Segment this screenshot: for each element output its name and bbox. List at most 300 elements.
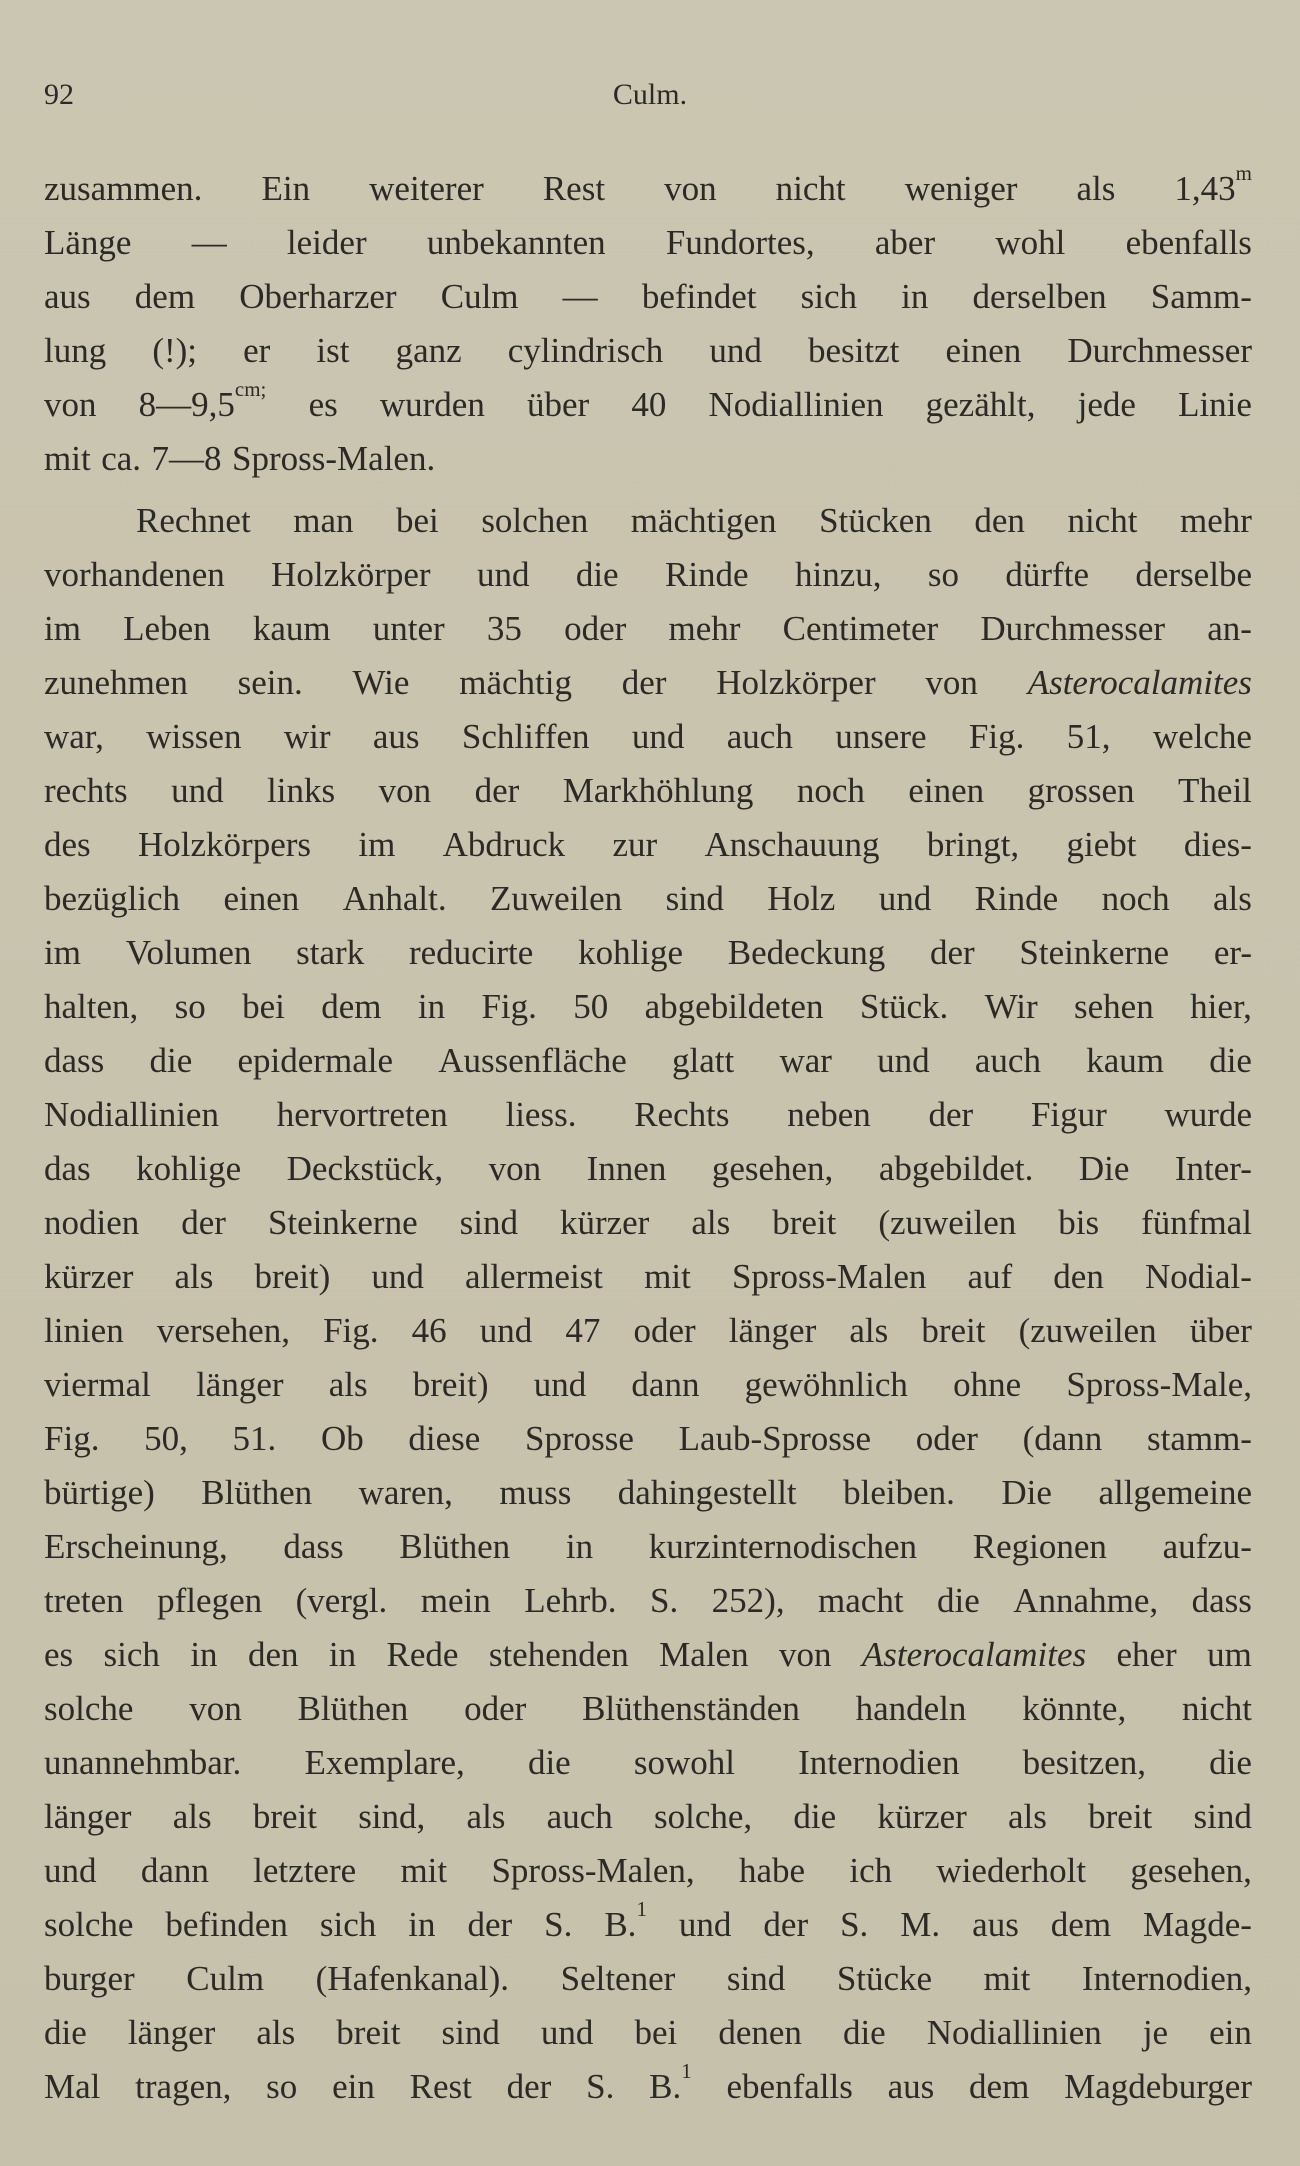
word: ein [332, 2067, 375, 2106]
word: (zuweilen [1018, 1311, 1157, 1350]
word: stamm- [1146, 1419, 1252, 1458]
word: sind [726, 1959, 786, 1998]
word: (dann [1022, 1419, 1103, 1458]
word: Malen [659, 1635, 749, 1674]
word: mehr [668, 609, 741, 648]
text-line [44, 216, 1252, 270]
word: er- [1213, 933, 1252, 972]
text-line [44, 1142, 1252, 1196]
word: 40 [631, 385, 667, 424]
text-line [44, 1250, 1252, 1304]
word: reducirte [408, 933, 534, 972]
word: denen [718, 2013, 802, 2052]
word: $8—9,5^{cm;}$ [138, 377, 267, 424]
word: aus [44, 277, 91, 316]
word: Linie [1178, 385, 1252, 424]
word: Rinde [974, 879, 1059, 918]
word: mächtigen [630, 501, 777, 540]
word: unannehmbar. [44, 1743, 242, 1782]
word: als [849, 1311, 889, 1350]
word: gesehen, [1130, 1851, 1252, 1890]
word: jede [1077, 385, 1136, 424]
word: mächtig [459, 663, 572, 702]
word: weniger [904, 169, 1018, 208]
word: Wie [352, 663, 410, 702]
word: Spross-Male, [1066, 1365, 1252, 1404]
word: ohne [953, 1365, 1022, 1404]
word: Steinkerne [267, 1203, 418, 1242]
word: breit [252, 1797, 317, 1836]
text-line [44, 1412, 1252, 1466]
word: Holzkörpers [138, 825, 312, 864]
word: ich [849, 1851, 893, 1890]
word: unter [372, 609, 445, 648]
word: von [378, 771, 432, 810]
word: sehen [1074, 987, 1154, 1026]
word: sich [319, 1905, 377, 1944]
text-line [44, 1034, 1252, 1088]
word: auf [967, 1257, 1013, 1296]
word: bezüglich [44, 879, 181, 918]
word: der [467, 1905, 513, 1944]
word: dem [321, 987, 382, 1026]
word: ca. [101, 439, 142, 478]
word: bei [634, 2013, 678, 2052]
text-line [44, 378, 1252, 432]
word: mit [983, 1959, 1031, 1998]
word: Innen [586, 1149, 667, 1188]
word: welche [1152, 717, 1252, 756]
word: die [527, 1743, 571, 1782]
word: befindet [641, 277, 757, 316]
word: solche, [653, 1797, 753, 1836]
word: Blüthen [201, 1473, 313, 1512]
word: (!); [152, 331, 198, 370]
word: auch [974, 1041, 1041, 1080]
word: von [44, 385, 97, 424]
word: aber [874, 223, 936, 262]
word: giebt [1066, 825, 1137, 864]
word: Samm- [1150, 277, 1252, 316]
word: kohlige [578, 933, 684, 972]
word: einen [908, 771, 985, 810]
word: über [1189, 1311, 1252, 1350]
word: die [842, 2013, 886, 2052]
word: allgemeine [1098, 1473, 1252, 1512]
word: als [172, 1797, 212, 1836]
word: Anhalt. [342, 879, 447, 918]
word: dem [134, 277, 196, 316]
word: über [527, 385, 590, 424]
word: B.$^1$ [649, 2059, 692, 2106]
word: Annahme, [1013, 1581, 1159, 1620]
word: sind, [358, 1797, 426, 1836]
word: Anschauung [704, 825, 880, 864]
word: Culm [440, 277, 519, 316]
text-line [44, 1520, 1252, 1574]
word: Nodiallinien [708, 385, 884, 424]
word: kürzer [44, 1257, 134, 1296]
word: neben [787, 1095, 871, 1134]
word: halten, [44, 987, 139, 1026]
word: Nodiallinien [44, 1095, 219, 1134]
word: als [691, 1203, 731, 1242]
text-line [44, 602, 1252, 656]
word: 51, [1066, 717, 1111, 756]
word: Laub-Sprosse [678, 1419, 872, 1458]
word: in [901, 277, 929, 316]
word: allermeist [465, 1257, 604, 1296]
word: Lehrb. [524, 1581, 617, 1620]
word: von [189, 1689, 242, 1728]
word: einen [223, 879, 300, 918]
word: Fig. [968, 717, 1025, 756]
word: grossen [1027, 771, 1135, 810]
word: breit) [412, 1365, 489, 1404]
word: und [540, 2013, 594, 2052]
word: S. [544, 1905, 573, 1944]
word: B.$^1$ [604, 1897, 647, 1944]
word: Blüthenständen [582, 1689, 800, 1728]
word: nicht [1181, 1689, 1252, 1728]
word: in [328, 1635, 357, 1674]
text-line [44, 324, 1252, 378]
word: linien [44, 1311, 124, 1350]
word: als [466, 1797, 506, 1836]
text-line [44, 1574, 1252, 1628]
word: die [44, 2013, 87, 2052]
word: im [44, 933, 81, 972]
word: wurde [1164, 1095, 1252, 1134]
word: Blüthen [399, 1527, 511, 1566]
word: ist [316, 331, 350, 370]
text-line [44, 1682, 1252, 1736]
word: dass [1191, 1581, 1252, 1620]
word: 47 [565, 1311, 601, 1350]
word: kaum [252, 609, 331, 648]
word: der [929, 933, 975, 972]
word: — [191, 223, 227, 262]
word: derselbe [1135, 555, 1252, 594]
word: Durchmesser [1067, 331, 1252, 370]
word: vorhandenen [44, 555, 225, 594]
word: länger [127, 2013, 216, 2052]
word: Durchmesser [980, 609, 1166, 648]
word: breit [1088, 1797, 1153, 1836]
word: länger [728, 1311, 817, 1350]
word: nicht [775, 169, 846, 208]
word: Rechnet [136, 501, 251, 540]
word: Die [1001, 1473, 1052, 1512]
word: bringt, [926, 825, 1020, 864]
text-line [44, 1790, 1252, 1844]
text-line [44, 2006, 1252, 2060]
word: noch [796, 771, 865, 810]
word: breit [921, 1311, 986, 1350]
word: und [878, 879, 932, 918]
word: länger [44, 1797, 132, 1836]
word: als [1076, 169, 1116, 208]
word: solche [44, 1689, 134, 1728]
word: Culm [186, 1959, 265, 1998]
word: einen [945, 331, 1022, 370]
word: von [488, 1149, 542, 1188]
word: in [565, 1527, 594, 1566]
word: Centimeter [782, 609, 939, 648]
word: ganz [395, 331, 462, 370]
word: Internodien, [1081, 1959, 1252, 1998]
word: zur [612, 825, 658, 864]
word: von [778, 1635, 832, 1674]
text-line [44, 1088, 1252, 1142]
word: liess. [505, 1095, 577, 1134]
word: 35 [486, 609, 522, 648]
word: rechts [44, 771, 128, 810]
word: war, [44, 717, 104, 756]
page-header [44, 78, 1256, 122]
word: es [44, 1635, 74, 1674]
word: Fig. [44, 1419, 100, 1458]
word: und [479, 1311, 533, 1350]
word: auch [726, 717, 793, 756]
word: handeln [855, 1689, 967, 1728]
word: solchen [481, 501, 589, 540]
word: man [293, 501, 354, 540]
word: von [925, 663, 978, 702]
word: des [44, 825, 91, 864]
word: so [927, 555, 960, 594]
word: kohlige [136, 1149, 242, 1188]
word: Sprosse [525, 1419, 634, 1458]
word: Theil [1178, 771, 1252, 810]
text-line [44, 818, 1252, 872]
word: Mal [44, 2067, 101, 2106]
word: Internodien [798, 1743, 960, 1782]
word: habe [738, 1851, 806, 1890]
word: den [1053, 1257, 1104, 1296]
word: dies- [1183, 825, 1252, 864]
word: dürfte [1005, 555, 1089, 594]
word: wiederholt [936, 1851, 1087, 1890]
word: weiterer [369, 169, 484, 208]
word: aus [887, 2067, 935, 2106]
word: er [243, 331, 271, 370]
word: Erscheinung, [44, 1527, 228, 1566]
word: kurzinternodischen [648, 1527, 918, 1566]
word: dann [140, 1851, 209, 1890]
word: links [267, 771, 336, 810]
word: Länge [44, 223, 132, 262]
word: mit [644, 1257, 691, 1296]
word: 50 [573, 987, 609, 1026]
word: gewöhnlich [744, 1365, 908, 1404]
word: als [256, 2013, 296, 2052]
word: wir [283, 717, 331, 756]
word: viermal [44, 1365, 151, 1404]
word: Fundortes, [665, 223, 815, 262]
word: 252), [711, 1581, 785, 1620]
text-line [44, 656, 1252, 710]
word: Rinde [664, 555, 749, 594]
word: der [763, 1905, 809, 1944]
word: Regionen [972, 1527, 1107, 1566]
text-line [44, 1898, 1252, 1952]
word: abgebildeten [644, 987, 824, 1026]
word: Aussenfläche [438, 1041, 627, 1080]
text-line [44, 926, 1252, 980]
word: Magde- [1143, 1905, 1252, 1944]
text-line [44, 2060, 1252, 2114]
text-line [44, 1358, 1252, 1412]
word: mein [420, 1581, 491, 1620]
word: Rest [409, 2067, 472, 2106]
word: Spross-Malen [731, 1257, 927, 1296]
word: als [328, 1365, 368, 1404]
word: Abdruck [442, 825, 566, 864]
word: Holzkörper [271, 555, 431, 594]
word: Inter- [1174, 1149, 1252, 1188]
word: Deckstück, [286, 1149, 444, 1188]
word: bei [396, 501, 439, 540]
word: oder [564, 609, 627, 648]
word: aus [372, 717, 420, 756]
word: Fig. [323, 1311, 379, 1350]
word: als [1213, 879, 1252, 918]
word: breit [772, 1203, 837, 1242]
word: Rest [542, 169, 606, 208]
word: gesehen, [711, 1149, 834, 1188]
text-line [44, 1304, 1252, 1358]
word: besitzt [807, 331, 900, 370]
word: in [417, 987, 446, 1026]
word: 50, [144, 1419, 188, 1458]
word: pflegen [157, 1581, 263, 1620]
word: S. [840, 1905, 869, 1944]
word: nodien [44, 1203, 140, 1242]
text-line [44, 764, 1252, 818]
word: S. [586, 2067, 615, 2106]
word: Stücken [819, 501, 932, 540]
word: Ob [320, 1419, 364, 1458]
word: besitzen, [1022, 1743, 1147, 1782]
word: noch [1101, 879, 1170, 918]
word: und [171, 771, 224, 810]
word: und [533, 1365, 587, 1404]
word: — [562, 277, 598, 316]
word: treten [44, 1581, 124, 1620]
word: Oberharzer [239, 277, 397, 316]
word: als [1008, 1797, 1047, 1836]
text-line [44, 1466, 1252, 1520]
word: von [664, 169, 717, 208]
word: und [476, 555, 530, 594]
word: und [877, 1041, 930, 1080]
word: aufzu- [1162, 1527, 1252, 1566]
word: burger [44, 1959, 135, 1998]
text-line [44, 1628, 1252, 1682]
word: sein. [237, 663, 303, 702]
text-line [44, 432, 1252, 486]
text-line [44, 162, 1252, 216]
text-line [44, 494, 1252, 548]
word: wohl [995, 223, 1066, 262]
word: sind [1193, 1797, 1252, 1836]
word: unbekannten [426, 223, 606, 262]
word: mehr [1179, 501, 1252, 540]
word: Fig. [481, 987, 537, 1026]
word: bis [1058, 1203, 1100, 1242]
word: Leben [123, 609, 211, 648]
word: S. [649, 1581, 679, 1620]
word: Stück. [859, 987, 949, 1026]
word: muss [499, 1473, 572, 1512]
word: derselben [972, 277, 1107, 316]
word: hinzu, [794, 555, 882, 594]
word: unsere [835, 717, 927, 756]
word: hier, [1190, 987, 1252, 1026]
word: sind [441, 2013, 500, 2052]
word: und [709, 331, 762, 370]
word: oder [464, 1689, 527, 1728]
word: den [247, 1635, 299, 1674]
word: befinden [165, 1905, 288, 1944]
word: cylindrisch [507, 331, 664, 370]
word: Figur [1030, 1095, 1107, 1134]
word: nicht [1067, 501, 1138, 540]
word: (zuweilen [878, 1203, 1017, 1242]
word: bürtige) [44, 1473, 155, 1512]
word: im [44, 609, 81, 648]
word: Nodiallinien [926, 2013, 1102, 2052]
word: glatt [672, 1041, 735, 1080]
word: dass [44, 1041, 105, 1080]
word: Schliffen [461, 717, 590, 756]
word: stark [296, 933, 365, 972]
text-line [44, 1196, 1252, 1250]
word: versehen, [156, 1311, 290, 1350]
word: Magdeburger [1064, 2067, 1252, 2106]
word: (vergl. [295, 1581, 388, 1620]
word: die [1209, 1041, 1252, 1080]
word: stehenden [488, 1635, 629, 1674]
word: so [174, 987, 206, 1026]
word: dem [969, 2067, 1030, 2106]
word: Asterocalamites [1027, 663, 1252, 702]
word: länger [196, 1365, 284, 1404]
word: Stücke [836, 1959, 933, 1998]
word: oder [633, 1311, 696, 1350]
text-line [44, 710, 1252, 764]
word: Holz [767, 879, 836, 918]
word: fünfmal [1141, 1203, 1252, 1242]
word: dem [1050, 1905, 1112, 1944]
word: Zuweilen [490, 879, 623, 918]
word: gezählt, [925, 385, 1036, 424]
word: um [1207, 1635, 1252, 1674]
word: lung [44, 331, 107, 370]
word: macht [818, 1581, 904, 1620]
word: dahingestellt [617, 1473, 797, 1512]
word: das [44, 1149, 91, 1188]
word: zusammen. [44, 169, 203, 208]
word: der [474, 771, 520, 810]
word: epidermale [237, 1041, 393, 1080]
word: abgebildet. [878, 1149, 1034, 1188]
word: Exemplare, [304, 1743, 465, 1782]
word: eher [1116, 1635, 1177, 1674]
word: Volumen [125, 933, 252, 972]
word: 7—8 [151, 439, 222, 478]
